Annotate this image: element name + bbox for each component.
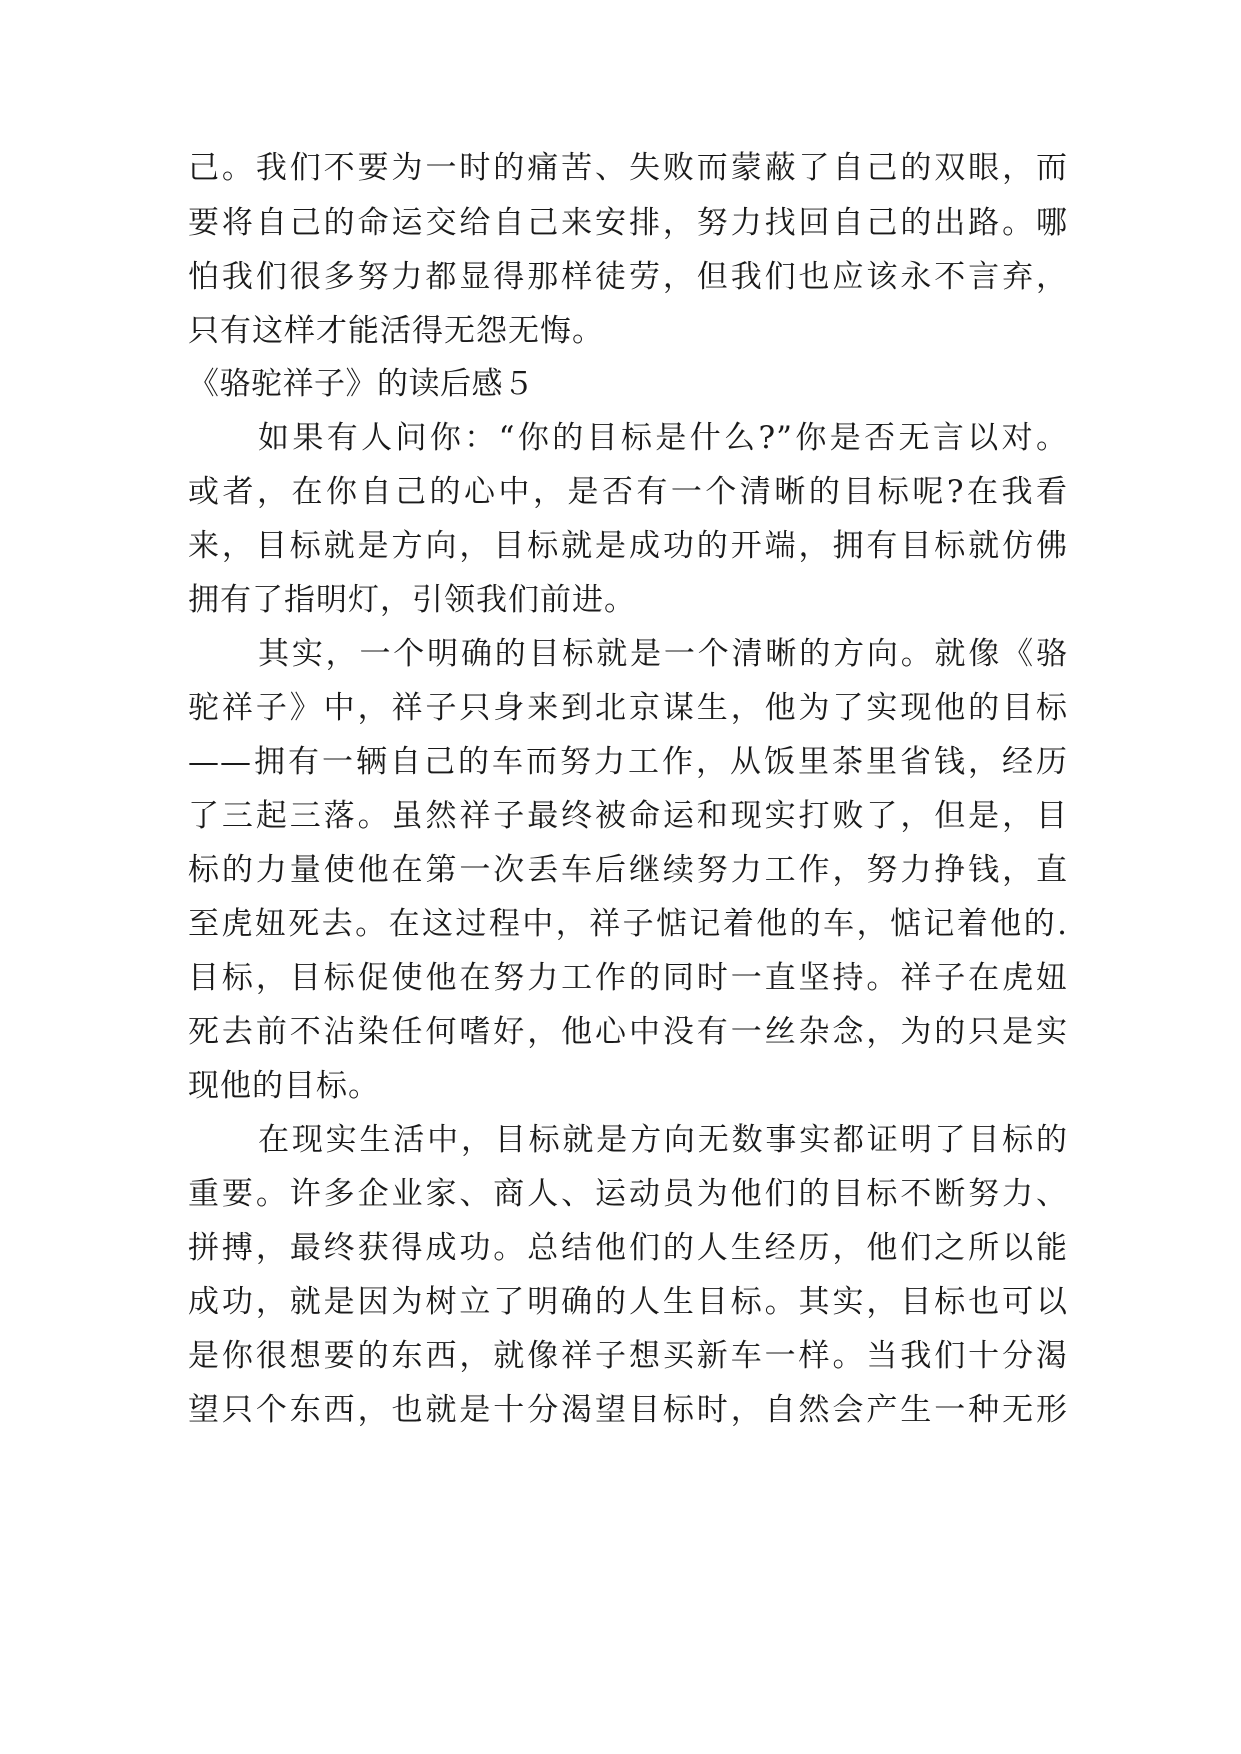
paragraph-4-line-3: 拼搏，最终获得成功。总结他们的人生经历，他们之所以能 [188, 1230, 1068, 1266]
paragraph-2-line-4: 拥有了指明灯，引领我们前进。 [188, 582, 636, 618]
paragraph-3-line-2: 驼祥子》中，祥子只身来到北京谋生，他为了实现他的目标 [188, 690, 1068, 726]
paragraph-1-line-2: 要将自己的命运交给自己来安排，努力找回自己的出路。哪 [188, 205, 1068, 241]
paragraph-3-line-5: 标的力量使他在第一次丢车后继续努力工作，努力挣钱，直 [188, 852, 1068, 888]
paragraph-3-line-7: 目标，目标促使他在努力工作的同时一直坚持。祥子在虎妞 [188, 960, 1068, 996]
paragraph-3-line-3: ——拥有一辆自己的车而努力工作，从饭里茶里省钱，经历 [188, 744, 1068, 780]
paragraph-2-line-2: 或者，在你自己的心中，是否有一个清晰的目标呢?在我看 [188, 474, 1068, 510]
paragraph-2-line-3: 来，目标就是方向，目标就是成功的开端，拥有目标就仿佛 [188, 528, 1068, 564]
paragraph-1-line-4: 只有这样才能活得无怨无悔。 [188, 313, 604, 349]
paragraph-3-line-1: 其实，一个明确的目标就是一个清晰的方向。就像《骆 [258, 636, 1068, 672]
paragraph-3-line-4: 了三起三落。虽然祥子最终被命运和现实打败了，但是，目 [188, 798, 1068, 834]
paragraph-1-line-3: 怕我们很多努力都显得那样徒劳，但我们也应该永不言弃， [188, 259, 1068, 295]
paragraph-4-line-4: 成功，就是因为树立了明确的人生目标。其实，目标也可以 [188, 1284, 1068, 1320]
paragraph-4-line-2: 重要。许多企业家、商人、运动员为他们的目标不断努力、 [188, 1176, 1068, 1212]
paragraph-1-line-1: 己。我们不要为一时的痛苦、失败而蒙蔽了自己的双眼，而 [188, 150, 1068, 186]
paragraph-4-line-5: 是你很想要的东西，就像祥子想买新车一样。当我们十分渴 [188, 1338, 1068, 1374]
paragraph-3-line-8: 死去前不沾染任何嗜好，他心中没有一丝杂念，为的只是实 [188, 1014, 1068, 1050]
paragraph-3-line-6: 至虎妞死去。在这过程中，祥子惦记着他的车，惦记着他的. [188, 906, 1068, 942]
paragraph-2-line-1: 如果有人问你：“你的目标是什么?”你是否无言以对。 [258, 420, 1068, 456]
paragraph-4-line-6: 望只个东西，也就是十分渴望目标时，自然会产生一种无形 [188, 1392, 1068, 1428]
paragraph-4-line-1: 在现实生活中，目标就是方向无数事实都证明了目标的 [258, 1122, 1068, 1158]
paragraph-3-line-9: 现他的目标。 [188, 1068, 380, 1104]
section-heading: 《骆驼祥子》的读后感５ [188, 366, 535, 402]
